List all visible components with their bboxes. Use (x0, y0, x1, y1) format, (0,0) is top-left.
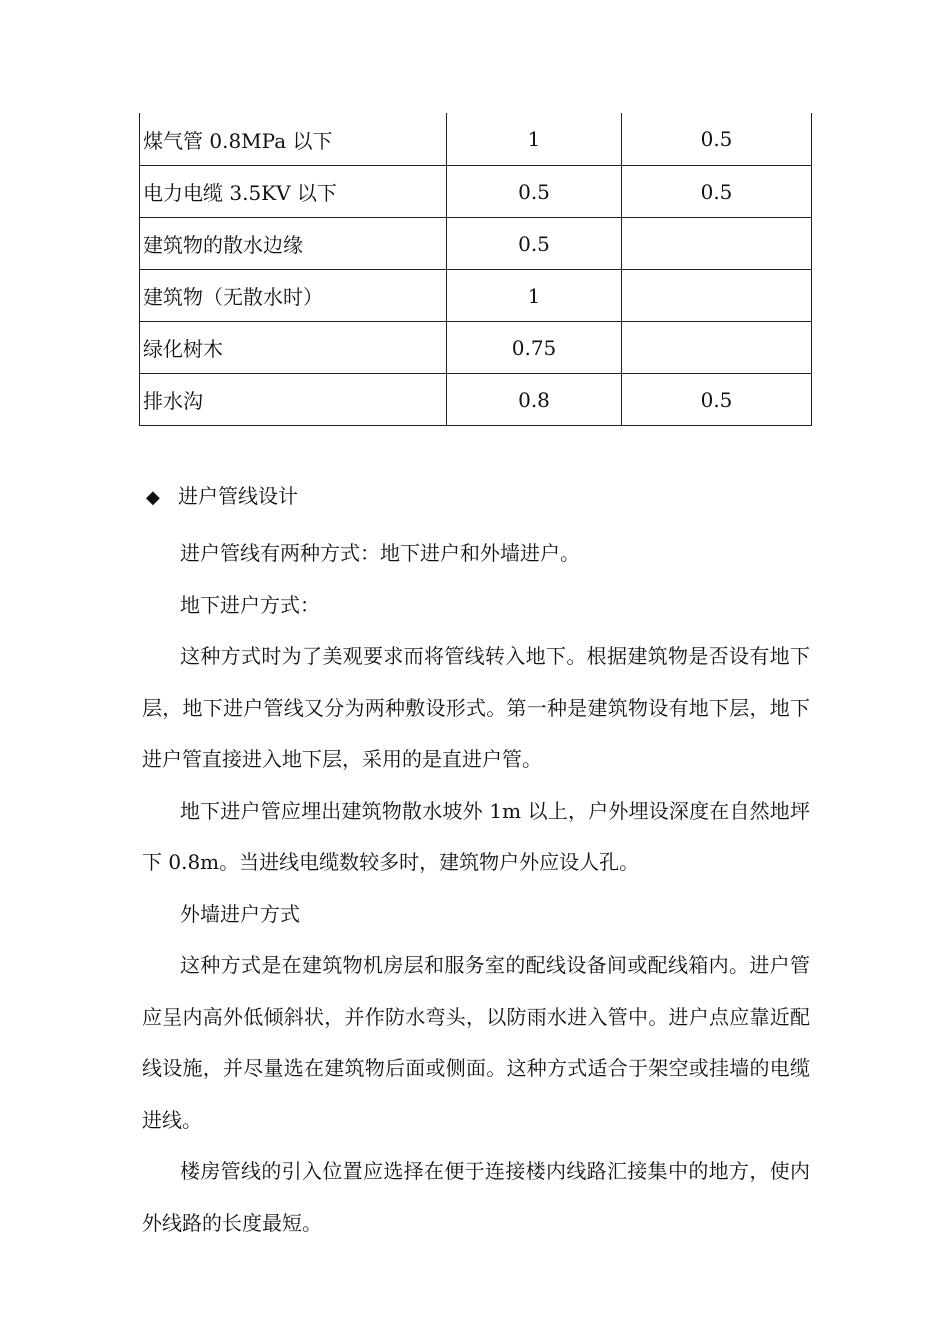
paragraph: 地下进户方式： (180, 592, 320, 617)
body-text (142, 528, 810, 1249)
section-heading-text: 进户管线设计 (178, 484, 298, 508)
table-cell-value (622, 270, 812, 322)
section-heading (146, 478, 298, 516)
table-cell-value: 0.5 (447, 166, 622, 218)
paragraph: 地下进户管应埋出建筑物散水坡外 1m 以上，户外埋设深度在自然地坪下 0.8m。当进线电缆数较多时，建筑物户外应设人孔。 (142, 798, 810, 874)
table-cell-value: 0.75 (447, 322, 622, 374)
table-cell-item: 绿化树木 (140, 322, 447, 374)
table-cell-value: 0.5 (622, 113, 812, 166)
spacing-table (139, 113, 812, 426)
table-row (140, 270, 812, 322)
table-row (140, 322, 812, 374)
table-cell-value: 0.5 (447, 218, 622, 270)
table-cell-value: 0.5 (622, 374, 812, 426)
table-cell-value (622, 322, 812, 374)
paragraph: 进户管线有两种方式：地下进户和外墙进户。 (180, 541, 580, 565)
table-cell-value: 1 (447, 113, 622, 166)
table-cell-item: 煤气管 0.8MPa 以下 (140, 113, 447, 166)
table-row (140, 374, 812, 426)
table-cell-value: 1 (447, 270, 622, 322)
table-cell-value: 0.8 (447, 374, 622, 426)
paragraph: 这种方式时为了美观要求而将管线转入地下。根据建筑物是否设有地下层，地下进户管线又分为两种敷设形式。第一种是建筑物设有地下层，地下进户管直接进入地下层，采用的是直进户管。 (142, 644, 810, 771)
paragraph: 这种方式是在建筑物机房层和服务室的配线设备间或配线箱内。进户管应呈内高外低倾斜状，并作防水弯头，以防雨水进入管中。进户点应靠近配线设施，并尽量选在建筑物后面或侧面。这种方式适合于架空或挂墙的电缆进线。 (142, 953, 810, 1132)
table-cell-item: 建筑物的散水边缘 (140, 218, 447, 270)
table-row (140, 113, 812, 166)
table-cell-item: 排水沟 (140, 374, 447, 426)
table-cell-value (622, 218, 812, 270)
table-row (140, 166, 812, 218)
table-row (140, 218, 812, 270)
paragraph: 外墙进户方式 (180, 901, 300, 926)
paragraph: 楼房管线的引入位置应选择在便于连接楼内线路汇接集中的地方，使内外线路的长度最短。 (142, 1159, 810, 1235)
table-cell-item: 建筑物（无散水时） (140, 270, 447, 322)
table-cell-item: 电力电缆 3.5KV 以下 (140, 166, 447, 218)
diamond-bullet-icon: ◆ (146, 487, 160, 508)
table-cell-value: 0.5 (622, 166, 812, 218)
